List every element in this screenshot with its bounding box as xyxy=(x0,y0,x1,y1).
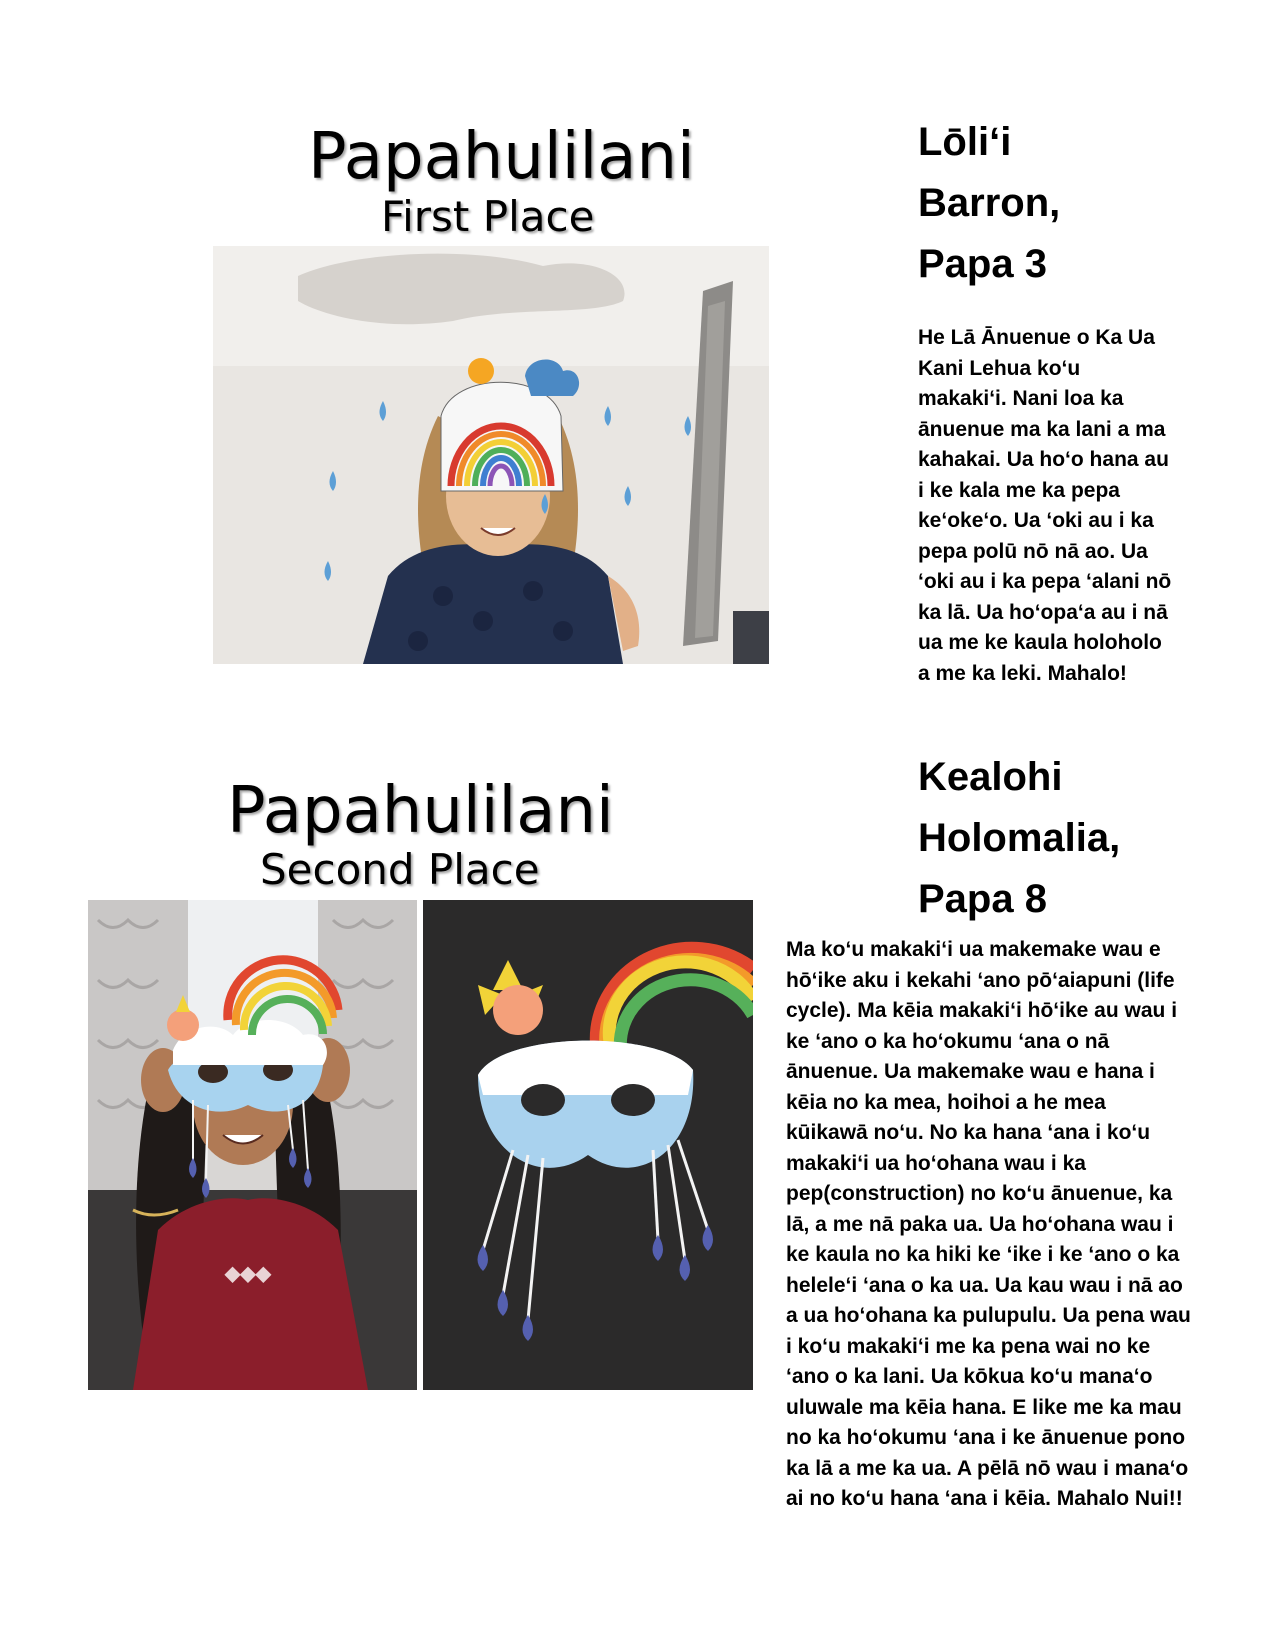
entry-1-student-name xyxy=(918,112,1218,295)
svg-text:◆◆◆: ◆◆◆ xyxy=(224,1263,272,1285)
entry-2-name-line: Holomalia, xyxy=(918,816,1121,860)
entry-1-name-line: Barron, xyxy=(918,181,1061,225)
entry-2-heading: Papahulilani xyxy=(227,774,614,848)
entry-2-name-line: Papa 8 xyxy=(918,877,1047,921)
entry-2-photo-wearing-mask xyxy=(88,900,417,1390)
entry-2-name-line: Kealohi xyxy=(918,755,1063,799)
entry-1-heading: Papahulilani xyxy=(308,120,695,194)
entry-2-description: Ma koʻu makakiʻi ua makemake wau e hōʻike aku i kekahi ʻano pōʻaiapuni (life cycle). Ma kēia makakiʻi hōʻike au wau i ke ʻano o ka hoʻokumu ʻana o nā ānuenue. Ua makemake wau e hana i kēia no ka mea, hoihoi a he mea kūikawā noʻu. No ka hana ʻana i koʻu makakiʻi ua hoʻohana wau i ka pep(construction) no koʻu ānuenue, ka lā, a me nā paka ua. Ua hoʻohana wau i ke kaula no ka hiki ke ʻike i ke ʻano o ka heleleʻi ʻana o ka ua. Ua kau wau i nā ao a ua hoʻohana ka pulupulu. Ua pena wau i koʻu makakiʻi me ka pena wai no ke ʻano o ka lani. Ua kōkua koʻu manaʻo uluwale ma kēia hana. E like me ka mau no ka hoʻokumu ʻana i ke ānuenue pono ka lā a me ka ua. A pēlā nō wau i manaʻo ai no koʻu hana ʻana i kēia. Mahalo Nui!! xyxy=(786,938,1191,1510)
entry-1-place: First Place xyxy=(381,192,595,241)
entry-2-place: Second Place xyxy=(260,845,540,894)
entry-1-description: He Lā Ānuenue o Ka Ua Kani Lehua koʻu makakiʻi. Nani loa ka ānuenue ma ka lani a ma kahakai. Ua hoʻo hana au i ke kala me ka pepa keʻokeʻo. Ua ʻoki au i ka pepa polū nō nā ao. Ua ʻoki au i ka pepa ʻalani nō ka lā. Ua hoʻopaʻa au i nā ua me ke kaula holoholo a me ka leki. Mahalo! xyxy=(918,326,1172,685)
entry-1-name-line: Papa 3 xyxy=(918,242,1047,286)
entry-1-name-line: Lōliʻi xyxy=(918,120,1012,164)
entry-1-photo xyxy=(213,246,769,664)
entry-2-photo-mask xyxy=(423,900,753,1390)
entry-2-student-name xyxy=(918,747,1218,930)
